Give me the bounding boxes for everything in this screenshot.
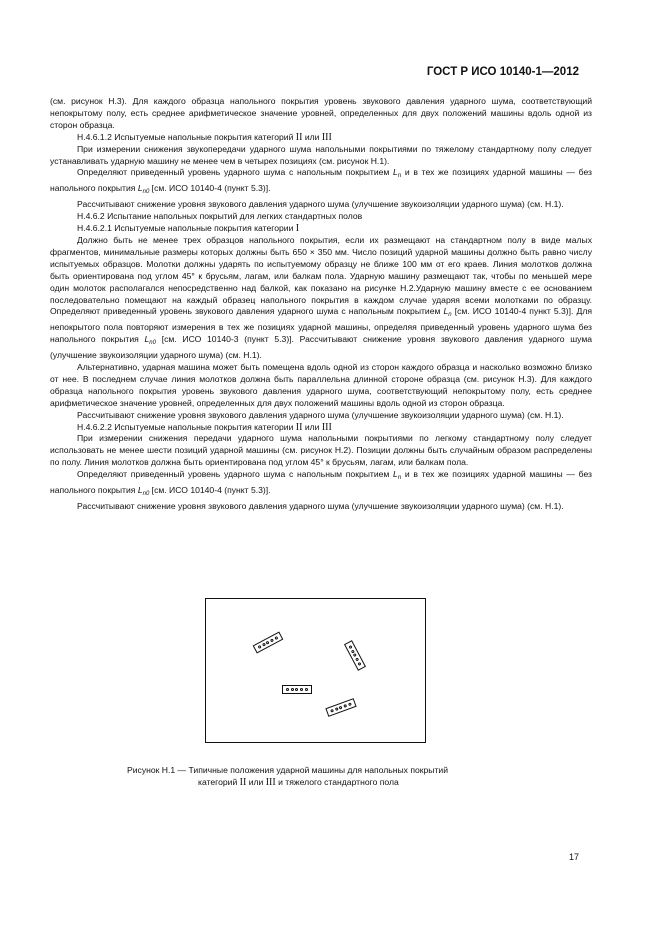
section-heading: Н.4.6.2.2 Испытуемые напольные покрытия категории II или III	[77, 421, 332, 433]
figure-caption: Рисунок Н.1 — Типичные положения ударной машины для напольных покрытий категорий II или III и тяжелого стандартного пола	[127, 765, 449, 788]
section-heading: Н.4.6.1.2 Испытуемые напольные покрытия категорий II или III	[77, 131, 332, 143]
paragraph: При измерении снижения передачи ударного шума напольными покрытиями по легкому стандартному полу следует использовать не менее шести позиций ударной машины (см. рисунок Н.2). Позиции должны быть случайным образом распределены по полу. Линия молотков должна быть ориентирована под углом 45° к брусьям, лагам, или балкам пола.	[50, 433, 592, 468]
paragraph: Должно быть не менее трех образцов напольного покрытия, если их размещают на стандартном полу в виде малых фрагментов, минимальные размеры которых должны быть 650 × 350 мм. Число позиций ударной машины должно быть равно числу испытуемых образцов. Молотки должны ударять по испытуемому образцу не ближе 100 мм от его краев. Линия молотков должна быть ориентирована под углом 45° к брусьям, лагам, или балкам пола. Ударную машину размещают так, чтобы по меньшей мере один молоток располагался непосредственно над балкой, как показано на рисунке Н.2.Ударную машину вместе с ее основанием последовательно помещают на каждый образец напольного покрытия в каждом случае ударяя всеми молотками по образцу. Определяют приведенный уровень звукового давления ударного шума с напольным покрытием $L_n$ [см. ИСО 10140-4 пункт 5.3)]. Для непокрытого пола повторяют измерения в тех же позициях ударной машины, определяя приведенный уровень ударного шума без напольного покрытия $L_{n0}$ [см. ИСО 10140-3 (пункт 5.3)]. Рассчитывают снижение уровня звукового давления ударного шума (улучшение звукоизоляции ударного шума) (см. Н.1).	[50, 234, 593, 361]
paragraph: (см. рисунок Н.3). Для каждого образца напольного покрытия уровень звукового давления ударного шума, соответствующий непокрытому полу, есть среднее арифметическое значение уровней, определенных для двух положений машины вдоль одной из сторон образца.	[50, 96, 592, 130]
paragraph: Рассчитывают снижение уровня звукового давления ударного шума (улучшение звукоизоляции ударного шума) (см. Н.1).	[77, 199, 564, 210]
paragraph: Рассчитывают снижение уровня звукового давления ударного шума (улучшение звукоизоляции ударного шума) (см. Н.1).	[77, 501, 564, 511]
paragraph: Альтернативно, ударная машина может быть помещена вдоль одной из сторон каждого образца и насколько возможно близко от нее. В последнем случае линия молотков должна быть параллельна длинной стороне образца (см. рисунок Н.3). Для каждого образца напольного покрытия уровень звукового давления ударного шума, соответствующий непокрытому полу, есть среднее арифметическое значение уровней, определенных для двух положений машины вдоль одной из сторон образца.	[50, 362, 592, 408]
tapping-machine-icon	[344, 640, 366, 671]
document-body	[50, 96, 592, 513]
section-heading: Н.4.6.2 Испытание напольных покрытий для легких стандартных полов	[77, 211, 363, 222]
section-heading: Н.4.6.2.1 Испытуемые напольные покрытия категории I	[77, 223, 300, 235]
paragraph: Рассчитывают снижение уровня звукового давления ударного шума (улучшение звукоизоляции ударного шума) (см. Н.1).	[77, 409, 564, 420]
tapping-machine-icon	[325, 698, 356, 717]
tapping-machine-icon	[253, 631, 284, 653]
tapping-machine-icon	[282, 685, 312, 694]
page-number: 17	[568, 852, 579, 862]
paragraph: При измерении снижения звукопередачи ударного шума напольными покрытиями по тяжелому стандартному полу следует устанавливать ударную машину не менее чем в четырех позициях (см. рисунок Н.1).	[50, 143, 592, 166]
paragraph: Определяют приведенный уровень ударного шума с напольным покрытием $L_n$ и в тех же позициях ударной машины — без напольного покрытия $L_{n0}$ [см. ИСО 10140-4 (пункт 5.3)].	[50, 167, 593, 196]
document-header: ГОСТ Р ИСО 10140-1—2012	[426, 66, 579, 78]
paragraph: Определяют приведенный уровень ударного шума с напольным покрытием $L_n$ и в тех же позициях ударной машины — без напольного покрытия $L_{n0}$ [см. ИСО 10140-4 (пункт 5.3)].	[50, 469, 593, 498]
figure-floor-plan	[205, 598, 426, 743]
